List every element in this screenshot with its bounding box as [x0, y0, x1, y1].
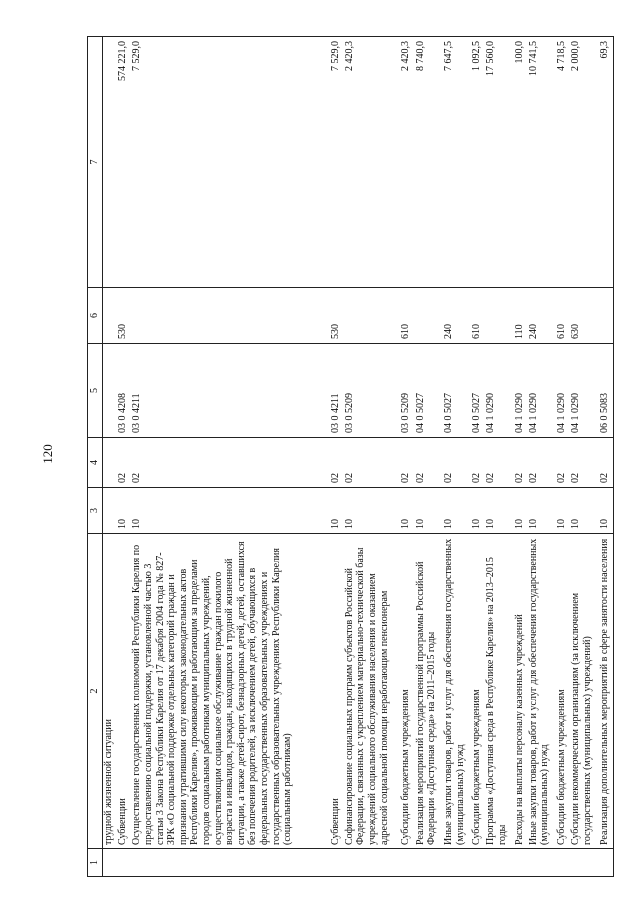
table-row — [443, 37, 471, 877]
row-amount: 17 560,0 — [485, 37, 513, 288]
row-index-cell — [570, 849, 598, 877]
row-code-c4: 02 — [514, 438, 528, 488]
row-code-c4: 02 — [443, 438, 471, 488]
row-code-c5: 04 0 5027 — [443, 344, 471, 438]
row-amount: 2 000,0 — [570, 37, 598, 288]
row-code-c3: 10 — [131, 488, 329, 534]
row-code-c3: 10 — [599, 488, 613, 534]
row-code-c4: 02 — [131, 438, 329, 488]
row-code-c4 — [103, 438, 118, 488]
row-code-c4: 02 — [570, 438, 598, 488]
row-code-c4: 02 — [485, 438, 513, 488]
row-code-c5 — [103, 344, 118, 438]
row-code-c6: 610 — [471, 288, 485, 344]
row-description: Иные закупки товаров, работ и услуг для обеспечения государственных (муниципальных) нужд — [443, 534, 471, 849]
row-description: Программа «Доступная среда в Республике Карелия» на 2013–2015 годы — [485, 534, 513, 849]
row-index-cell — [400, 849, 414, 877]
row-amount: 2 420,3 — [344, 37, 401, 288]
row-code-c6 — [344, 288, 401, 344]
row-index-cell — [330, 849, 344, 877]
header-cell: 7 — [88, 37, 103, 288]
row-index-cell — [528, 849, 556, 877]
row-index-cell — [485, 849, 513, 877]
row-description: трудной жизненной ситуации — [103, 534, 118, 849]
table-row — [103, 37, 118, 877]
table-header-row — [88, 37, 103, 877]
filler-cell — [613, 849, 614, 877]
row-code-c6: 630 — [570, 288, 598, 344]
row-code-c4: 02 — [330, 438, 344, 488]
row-amount: 7 529,0 — [131, 37, 329, 288]
row-code-c3: 10 — [570, 488, 598, 534]
row-code-c3: 10 — [330, 488, 344, 534]
row-code-c6 — [103, 288, 118, 344]
row-code-c5: 04 1 0290 — [556, 344, 570, 438]
row-code-c6 — [485, 288, 513, 344]
header-cell: 1 — [88, 849, 103, 877]
row-description: Субсидии некоммерческим организациям (за исключением государственных (муниципальных) учреждений) — [570, 534, 598, 849]
row-code-c5: 04 1 0290 — [570, 344, 598, 438]
table-row — [556, 37, 570, 877]
table-body — [103, 37, 614, 877]
row-index-cell — [103, 849, 118, 877]
table-row — [528, 37, 556, 877]
row-amount: 7 647,5 — [443, 37, 471, 288]
row-code-c6: 110 — [514, 288, 528, 344]
row-index-cell — [415, 849, 443, 877]
row-code-c5: 03 0 5209 — [344, 344, 401, 438]
row-code-c5: 04 0 5027 — [415, 344, 443, 438]
row-amount: 2 420,3 — [400, 37, 414, 288]
filler-cell — [613, 534, 614, 849]
row-amount: 8 740,0 — [415, 37, 443, 288]
header-cell: 3 — [88, 488, 103, 534]
row-code-c4: 02 — [400, 438, 414, 488]
row-code-c6 — [415, 288, 443, 344]
row-amount — [103, 37, 118, 288]
header-cell: 2 — [88, 534, 103, 849]
row-description: Реализация дополнительных мероприятий в сфере занятости населения — [599, 534, 613, 849]
row-amount: 4 718,5 — [556, 37, 570, 288]
row-description: Субсидии бюджетным учреждениям — [556, 534, 570, 849]
row-code-c5: 06 0 5083 — [599, 344, 613, 438]
row-amount: 100,0 — [514, 37, 528, 288]
row-description: Осуществление государственных полномочий Республики Карелия по предоставлению социальной поддержки, установленной частью 3 статьи 3 Закона Республики Карелия от 17 декабря 2004 года № 827-ЗРК «О социальной поддержке отдельных категорий граждан и признании утратившими силу некоторых законодательных актов Республики Карелия», проживающим и работающим за пределами городов социальным работникам муниципальных учреждений, осуществляющим социальное обслуживание граждан пожилого возраста и инвалидов, граждан, находящихся в трудной жизненной ситуации, а также детей-сирот, безнадзорных детей, детей, оставшихся без попечения родителей, за исключением детей, обучающихся в федеральных государственных образовательных учреждениях и государственных образовательных учреждениях Республики Карелия (социальным работникам) — [131, 534, 329, 849]
row-index-cell — [556, 849, 570, 877]
row-code-c4: 02 — [528, 438, 556, 488]
row-code-c3: 10 — [117, 488, 131, 534]
filler-cell — [613, 344, 614, 438]
row-code-c3 — [103, 488, 118, 534]
row-description: Реализация мероприятий государственной программы Российской Федерации «Доступная среда» на 2011–2015 годы — [415, 534, 443, 849]
row-code-c3: 10 — [485, 488, 513, 534]
table-row — [344, 37, 401, 877]
row-description: Субсидии бюджетным учреждениям — [400, 534, 414, 849]
row-description: Субсидии бюджетным учреждениям — [471, 534, 485, 849]
row-code-c4: 02 — [471, 438, 485, 488]
filler-cell — [613, 488, 614, 534]
row-code-c6: 240 — [443, 288, 471, 344]
filler-cell — [613, 288, 614, 344]
row-index-cell — [117, 849, 131, 877]
row-code-c6 — [131, 288, 329, 344]
row-description: Субвенции — [117, 534, 131, 849]
header-cell: 4 — [88, 438, 103, 488]
row-code-c5: 04 1 0290 — [485, 344, 513, 438]
page-number: 120 — [40, 444, 55, 464]
row-code-c5: 03 0 4211 — [131, 344, 329, 438]
row-description: Иные закупки товаров, работ и услуг для обеспечения государственных (муниципальных) нужд — [528, 534, 556, 849]
table-row — [117, 37, 131, 877]
table-row — [485, 37, 513, 877]
row-code-c3: 10 — [528, 488, 556, 534]
row-code-c6: 610 — [400, 288, 414, 344]
row-code-c6: 240 — [528, 288, 556, 344]
row-description: Расходы на выплаты персоналу казенных учреждений — [514, 534, 528, 849]
row-index-cell — [514, 849, 528, 877]
row-code-c6 — [599, 288, 613, 344]
row-amount: 1 092,5 — [471, 37, 485, 288]
row-code-c6: 530 — [117, 288, 131, 344]
row-amount: 574 221,0 — [117, 37, 131, 288]
row-code-c5: 04 1 0290 — [514, 344, 528, 438]
budget-table-frame — [87, 37, 614, 877]
row-description: Субвенции — [330, 534, 344, 849]
row-code-c3: 10 — [556, 488, 570, 534]
row-code-c4: 02 — [556, 438, 570, 488]
table-row — [471, 37, 485, 877]
table-row — [514, 37, 528, 877]
row-description: Софинансирование социальных программ субъектов Российской Федерации, связанных с укреплением материально-технической базы учреждений социального обслуживания населения и оказанием адресной социальной помощи неработающим пенсионерам — [344, 534, 401, 849]
row-code-c3: 10 — [415, 488, 443, 534]
filler-cell — [613, 37, 614, 288]
table-row — [330, 37, 344, 877]
row-index-cell — [471, 849, 485, 877]
table-row — [131, 37, 329, 877]
row-code-c5: 04 0 5027 — [471, 344, 485, 438]
row-code-c4: 02 — [599, 438, 613, 488]
row-code-c5: 03 0 4211 — [330, 344, 344, 438]
table-filler-row — [613, 37, 614, 877]
row-code-c3: 10 — [443, 488, 471, 534]
row-code-c4: 02 — [344, 438, 401, 488]
row-amount: 7 529,0 — [330, 37, 344, 288]
row-code-c5: 03 0 4208 — [117, 344, 131, 438]
row-index-cell — [344, 849, 401, 877]
row-code-c4: 02 — [415, 438, 443, 488]
filler-cell — [613, 438, 614, 488]
header-cell: 6 — [88, 288, 103, 344]
row-amount: 10 741,5 — [528, 37, 556, 288]
row-index-cell — [599, 849, 613, 877]
row-code-c3: 10 — [514, 488, 528, 534]
row-code-c6: 530 — [330, 288, 344, 344]
row-code-c3: 10 — [471, 488, 485, 534]
table-row — [599, 37, 613, 877]
header-cell: 5 — [88, 344, 103, 438]
row-index-cell — [131, 849, 329, 877]
row-code-c6: 610 — [556, 288, 570, 344]
table-row — [400, 37, 414, 877]
row-code-c5: 03 0 5209 — [400, 344, 414, 438]
row-index-cell — [443, 849, 471, 877]
budget-table — [87, 36, 614, 877]
table-row — [570, 37, 598, 877]
row-amount: 69,3 — [599, 37, 613, 288]
table-row — [415, 37, 443, 877]
row-code-c3: 10 — [344, 488, 401, 534]
row-code-c3: 10 — [400, 488, 414, 534]
row-code-c4: 02 — [117, 438, 131, 488]
row-code-c5: 04 1 0290 — [528, 344, 556, 438]
